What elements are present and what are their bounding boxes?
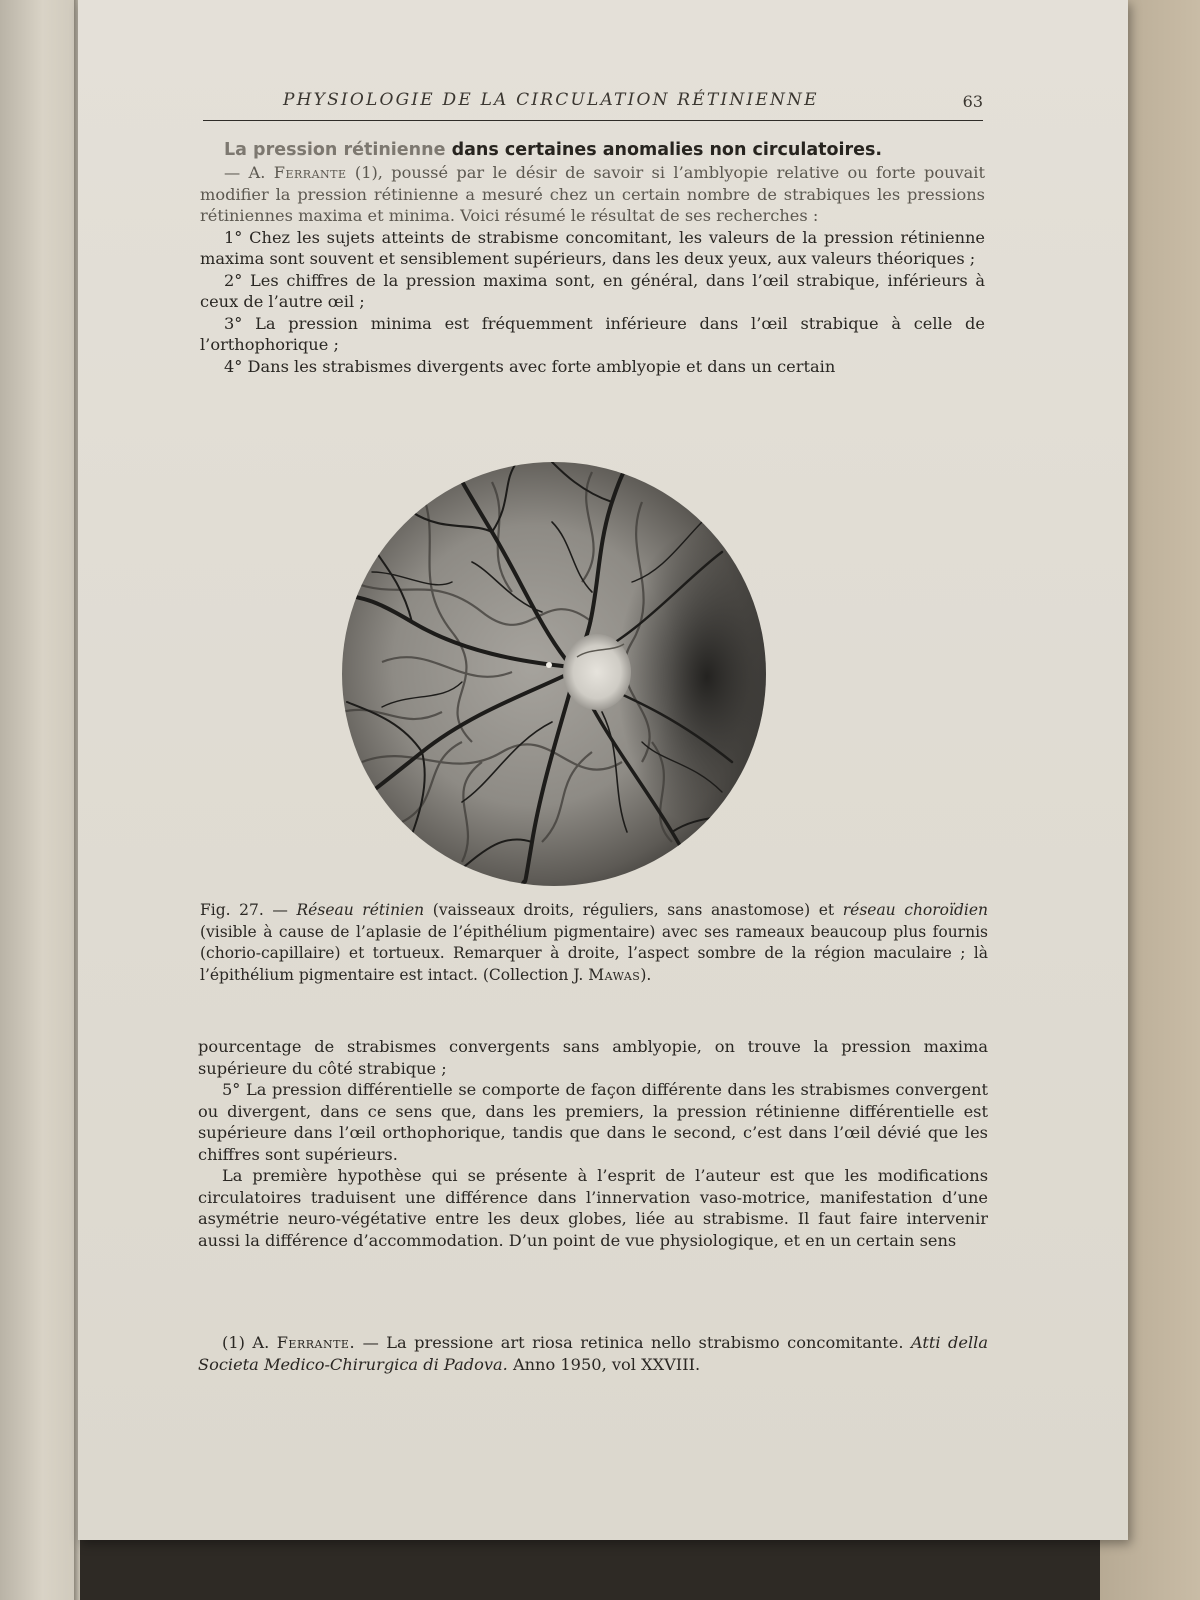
section-heading — [200, 138, 985, 162]
discussion-paragraph: La première hypothèse qui se présente à l’esprit de l’auteur est que les modifications circulatoires traduisent une différence dans l’innervation vaso-motrice, manifestation d’une asymétrie neuro-végétative entre les deux globes, liée au strabisme. Il faut faire intervenir aussi la différence d’accommodation. D’un point de vue physiologique, et en un certain sens — [198, 1166, 988, 1250]
figure-caption: Fig. 27. — Réseau rétinien (vaisseaux droits, réguliers, sans anastomose) et réseau choroïdien (visible à cause de l’aplasie de l’épithélium pigmentaire) avec ses rameaux beaucoup plus fournis (chorio-capillaire) et tortueux. Remarquer à droite, l’aspect sombre de la région maculaire ; là l’épithélium pigmentaire est intact. (Collection J. Mawas). — [200, 901, 988, 984]
book-spine-left — [0, 0, 78, 1600]
intro-paragraph: — A. Ferrante (1), poussé par le désir de savoir si l’amblyopie relative ou forte pouvait modifier la pression rétinienne a mesuré chez un certain nombre de strabiques les pressions rétiniennes maxima et minima. Voici résumé le résultat de ses recherches : — [200, 163, 985, 225]
footnote-marker: (1) A. — [222, 1333, 270, 1352]
section-heading-start: La pression rétinienne — [224, 140, 446, 160]
section-heading-end: dans certaines anomalies non circulatoires. — [451, 140, 883, 160]
collection-name: Mawas — [588, 965, 641, 984]
list-item-4-start: 4° Dans les strabismes divergents avec forte amblyopie et dans un certain — [224, 356, 836, 376]
figure-label: Fig. 27. — — [200, 901, 288, 919]
retina-fundus-image — [342, 462, 766, 886]
list-item-5: 5° La pression différentielle se comporte de façon différente dans les strabismes convergent ou divergent, dans ce sens que, dans les premiers, la pression rétinienne différentielle est supérieure dans l’œil orthophorique, tandis que dans le second, c’est dans l’œil dévié que les chiffres sont supérieurs. — [198, 1080, 988, 1164]
figure-term-retinal: Réseau rétinien — [296, 901, 425, 919]
author-name: Ferrante — [273, 163, 347, 182]
footnote-author: Ferrante. — [276, 1333, 356, 1352]
list-item-3: 3° La pression minima est fréquemment inférieure dans l’œil strabique à celle de l’orthophorique ; — [200, 313, 985, 354]
page-number: 63 — [962, 92, 983, 111]
list-item-1: 1° Chez les sujets atteints de strabisme concomitant, les valeurs de la pression rétinienne maxima sont souvent et sensiblement supérieurs, dans les deux yeux, aux valeurs théoriques ; — [200, 227, 985, 268]
running-head-title: PHYSIOLOGIE DE LA CIRCULATION RÉTINIENNE — [283, 90, 819, 110]
body-text-top — [200, 138, 985, 377]
fundus-photograph — [342, 462, 766, 886]
body-text-bottom — [198, 1036, 988, 1251]
footnote-journal: Atti della Societa Medico-Chirurgica di Padova. — [198, 1333, 988, 1374]
figure-term-choroidal: réseau choroïdien — [842, 901, 988, 919]
list-item-4-end: pourcentage de strabismes convergents sans amblyopie, on trouve la pression maxima supérieure du côté strabique ; — [198, 1037, 988, 1078]
footnote: (1) A. Ferrante. — La pressione art riosa retinica nello strabismo concomitante. Atti della Societa Medico-Chirurgica di Padova. Anno 1950, vol XXVIII. — [198, 1333, 988, 1374]
list-item-2: 2° Les chiffres de la pression maxima sont, en général, dans l’œil strabique, inférieurs à ceux de l’autre œil ; — [200, 270, 985, 311]
running-head — [203, 86, 983, 121]
book-page — [78, 0, 1128, 1540]
